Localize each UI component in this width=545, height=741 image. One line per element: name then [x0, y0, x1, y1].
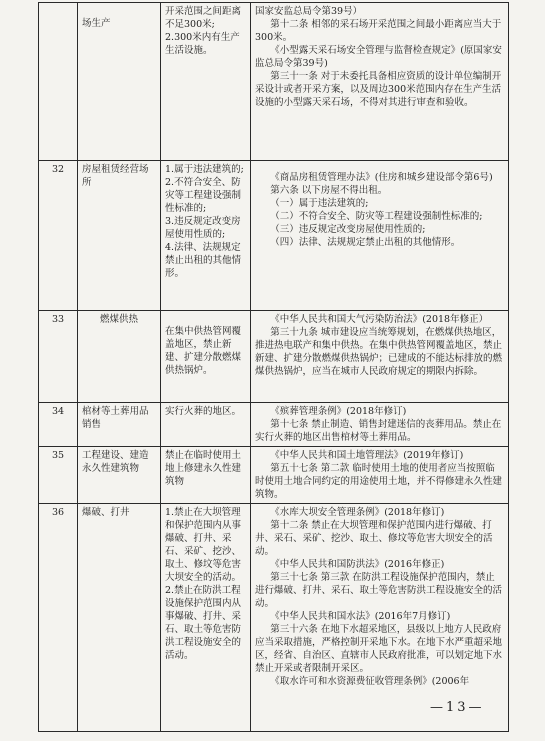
row-conditions — [161, 161, 251, 311]
table-row — [39, 504, 509, 732]
basis-line: 《殡葬管理条例》(2018年修订) — [270, 406, 407, 417]
condition-line: 禁止在临时使用土地上修建永久性建筑物 — [165, 450, 242, 487]
row-basis — [251, 403, 509, 447]
condition-line: 开采范围之间距离不足300米; — [165, 6, 242, 30]
row-conditions — [161, 3, 251, 161]
row-number: 35 — [39, 447, 78, 504]
condition-line: 实行火葬的地区。 — [165, 406, 242, 417]
basis-line: 第三十一条 对于未委托具备相应资质的设计单位编制开采设计或者开采方案，以及周边300米范围内存在生产生活设施的小型露天采石场，不得对其进行审查和验收。 — [255, 71, 502, 108]
table-row — [39, 161, 509, 311]
row-number: 34 — [39, 403, 78, 447]
basis-line: 《小型露天采石场安全管理与监督检查规定》(原国家安监总局令第39号) — [255, 45, 502, 69]
row-basis — [251, 311, 509, 403]
table-row — [39, 3, 509, 161]
basis-line: 《中华人民共和国防洪法》(2016年修正) — [270, 559, 445, 570]
basis-line: （一）属于违法建筑的; — [270, 198, 369, 209]
row-basis — [251, 504, 509, 732]
table-row — [39, 403, 509, 447]
page-number: —13— — [430, 700, 485, 715]
row-item: 燃煤供热 — [78, 311, 161, 403]
basis-line: 《中华人民共和国大气污染防治法》(2018年修正） — [270, 314, 489, 325]
basis-line: （四）法律、法规规定禁止出租的其他情形。 — [270, 237, 461, 248]
basis-line: 第五十七条 第二款 临时使用土地的使用者应当按照临时使用土地合同约定的用途使用土地，并不得修建永久性建筑物。 — [255, 463, 503, 500]
basis-line: 第三十七条 第三款 在防洪工程设施保护范围内，禁止进行爆破、打井、采石、取土等危害防洪工程设施安全的活动。 — [255, 572, 503, 609]
regulation-table — [38, 2, 509, 732]
row-conditions — [161, 311, 251, 403]
basis-line: 《商品房租赁管理办法》(住房和城乡建设部令第6号) — [270, 172, 493, 183]
row-conditions — [161, 504, 251, 732]
row-number — [39, 3, 78, 161]
basis-line: 《中华人民共和国水法》(2016年7月修订) — [270, 611, 451, 622]
row-item: 工程建设、建造永久性建筑物 — [78, 447, 161, 504]
basis-line: 第六条 以下房屋不得出租。 — [270, 185, 388, 196]
row-conditions — [161, 403, 251, 447]
basis-line: 国家安监总局令第39号） — [255, 6, 363, 17]
basis-line: （三）违反规定改变房屋使用性质的; — [270, 224, 426, 235]
basis-line: 《水库大坝安全管理条例》(2018年修订) — [270, 507, 445, 518]
condition-line: 1.禁止在大坝管理和保护范围内从事爆破、打井、采石、采矿、挖沙、取土、修坟等危害大坝安全的活动。 — [165, 507, 242, 583]
basis-line: 《取水许可和水资源费征收管理条例》(2006年 — [270, 676, 470, 687]
row-conditions — [161, 447, 251, 504]
row-item: 爆破、打井 — [78, 504, 161, 732]
table-row — [39, 447, 509, 504]
condition-line: 在集中供热管网覆盖地区，禁止新建、扩建分散燃煤供热锅炉。 — [165, 326, 242, 376]
row-number: 32 — [39, 161, 78, 311]
table-row — [39, 311, 509, 403]
condition-line: 2.禁止在防洪工程设施保护范围内从事爆破、打井、采石、取土等危害防洪工程设施安全的活动。 — [165, 585, 242, 661]
row-item: 棺材等土葬用品销售 — [78, 403, 161, 447]
basis-line: 第三十六条 在地下水超采地区，县级以上地方人民政府应当采取措施，严格控制开采地下水。在地下水严重超采地区，经省、自治区、直辖市人民政府批准，可以划定地下水禁止开采或者限制开采区。 — [255, 624, 503, 674]
basis-line: 第三十九条 城市建设应当统筹规划，在燃煤供热地区，推进热电联产和集中供热。在集中供热管网覆盖地区，禁止新建、扩建分散燃煤供热锅炉；已建成的不能达标排放的燃煤供热锅炉，应当在城市人民政府规定的期限内拆除。 — [255, 327, 503, 377]
condition-line: 4.法律、法规规定禁止出租的其他情形。 — [165, 242, 242, 279]
row-number: 36 — [39, 504, 78, 732]
basis-line: 第十七条 禁止制造、销售封建迷信的丧葬用品。禁止在实行火葬的地区出售棺材等土葬用品。 — [255, 419, 502, 443]
basis-line: 第十二条 相邻的采石场开采范围之间最小距离应当大于300米。 — [255, 19, 502, 43]
condition-line: 2.不符合安全、防灾等工程建设强制性标准的; — [165, 177, 242, 214]
row-basis — [251, 447, 509, 504]
row-item: 场生产 — [78, 3, 161, 161]
basis-line: （二）不符合安全、防灾等工程建设强制性标准的; — [270, 211, 483, 222]
row-basis — [251, 161, 509, 311]
condition-line: 1.属于违法建筑的; — [165, 164, 244, 175]
row-item: 房屋租赁经营场所 — [78, 161, 161, 311]
condition-line: 2.300米内有生产生活设施。 — [165, 32, 240, 56]
basis-line: 《中华人民共和国土地管理法》(2019年修订) — [270, 450, 464, 461]
row-number: 33 — [39, 311, 78, 403]
basis-line: 第十二条 禁止在大坝管理和保护范围内进行爆破、打井、采石、采矿、挖沙、取土、修坟等危害大坝安全的活动。 — [255, 520, 493, 557]
row-basis — [251, 3, 509, 161]
condition-line: 3.违反规定改变房屋使用性质的; — [165, 216, 241, 240]
